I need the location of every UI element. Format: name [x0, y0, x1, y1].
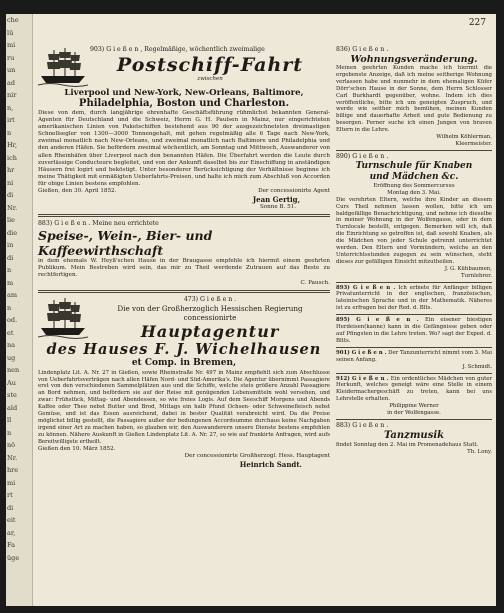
ad-body: findet Sonntag den 2. Mai im Promenadehaus Statt. [336, 441, 479, 448]
ad-hauptagentur [38, 296, 330, 469]
ad-body: Diese von dem, durch langjährige ehrenhafte Geschäftsführung rühmlichst bekannten General-Agenten für Deutschland und die Schweiz, Herrn G. H. Paulsen in Mainz, nur eingerichteten amerikanischen Linien von Paketschiffen bestehend aus 90 der ausgezeichnetsten dreimastigen Schnellsegler von 1300—3000 Tonnengehalt, mit gehen regelmäßig alle 6 Tage nach New-York, zweimal monatlich nach New-Orleans, und zweimal monatlich nach Baltimore und Philadelphia und den anderen Häfen. Sie befördern zweimal wöchentlich, am Sonntag und Mittwoch, Auswanderer von allen Rheinhäfen über Liverpool nach den benannten Häfen. Die Überfahrt werden die Leute durch zuverlässige Conducteure begleitet, und von der Ankunft daselbst bis zur Einschiffung in anständigen Häusern frei logirt und beköstigt. Unter besonderer Berücksichtigung der Verhältnisse beginne ich meine Thätigkeit mit ermäßigten Ueberfahrts-Preisen, und halte ich mich zum Abschluß von Accorden für obige Linien bestens empfohlen. [38, 110, 330, 187]
ad-wohnungsveraenderung [336, 46, 492, 148]
ad-lehrling [336, 317, 492, 345]
margin-fragment: Hr, [7, 141, 18, 149]
ad-body: Die verehrten Eltern, welche ihre Kinder an diesem Curs Theil nehmen lassen wollen, bitte ich um baldgefällige Benachrichtigung, und nehme ich dieselbe in meiner Wohnung in der Wolfengasse, oder in dem Turnlocale bestellt, entgegen. Bemerken will ich, daß die Einrichtung so getroffen ist, daß sowohl Knaben, als die Mädchen von jeder Schule getrennt unterrichtet werden. Den Eltern und Vormündern, welche an den Unterrichtsstunden zugegen zu sein wünschen, steht dieses zur gefälligen Einsicht mitzutheilen. [336, 196, 492, 265]
ad-title: Speise-, Wein-, Bier- und Kaffeewirthschaft [38, 228, 213, 259]
signer-title: Turnlehrer. [461, 272, 492, 279]
ad-date: Gießen, den 30. April 1852. [38, 188, 117, 195]
ad-title-2: und Mädchen &c. [369, 171, 459, 182]
margin-fragment: ni [7, 178, 14, 187]
margin-fragment: ad [7, 78, 16, 87]
ad-intro: 895) G i e ß e n . [336, 317, 419, 324]
margin-fragment: lie [7, 216, 16, 224]
margin-fragment: nen [7, 366, 20, 374]
adjacent-page-margin [6, 14, 33, 606]
ad-turnschule [336, 153, 492, 280]
right-column [336, 46, 492, 456]
ad-intro: 903) G i e ß e n , Regelmäßige, wöchentlich zweimalige [90, 46, 265, 53]
margin-fragment: n [7, 266, 12, 274]
ad-body: Meinen geehrten Kunden mache ich hiermit die ergebenste Anzeige, daß ich meine seitherige Wohnung verlassen habe und nunmehr in dem ehemaligen Küfer Dörr'schen Hause in der Sonne, dem Herrn Schlosser Carl Burkhardt gegenüber, wohne. Indem ich dies veröffentliche, bitte ich um geneigten Zuspruch, und werde wie seither mich bemühen, meinen Kunden billige und dauerhafte Arbeit und gute Bedienung zu besorgen. Ferner suche ich einen Jungen von braven Eltern in die Lehre. [336, 65, 492, 134]
left-column [38, 46, 330, 469]
ship-icon [38, 296, 90, 340]
signer-name: Heinrich Sandt. [239, 459, 302, 469]
margin-fragment: mi [7, 478, 16, 487]
signer-name: Wilhelm Köhlerman, [436, 134, 492, 141]
ad-tanzmusik [336, 422, 492, 456]
ad-privatunterricht [336, 285, 492, 313]
ad-body: in dem ehemals W. Heyß'schen Hause in der Braugasse empfehle ich hiermit einem geehrten Publikum. Mein Bestreben wird sein, das mir zu Theil werdende Zutrauen auf das Beste zu rechtfertigen. [38, 258, 330, 279]
signer-title: Der concessionirte Großherzogl. Hess. Hauptagent [184, 452, 330, 459]
margin-fragment: Au [7, 378, 16, 387]
ad-date: Gießen den 10. März 1852. [38, 445, 116, 452]
ad-intro: 836) G i e ß e n . [336, 46, 389, 53]
signer-address: in der Wolfengasse. [387, 410, 441, 417]
margin-fragment: n, [7, 103, 14, 112]
signer-name: Jean Gertig, [252, 195, 300, 205]
ad-body: Ich erbiete für Anfänger billigen Privatunterricht in der englischen, französischen, lateinischen Sprache und in der Mathematik. Näheres ist zu erfragen bei der Red. d. Blts. [336, 284, 493, 312]
ship-icon [38, 46, 90, 88]
signer-name: Th. Lony. [467, 448, 492, 455]
margin-fragment: eit [7, 516, 16, 524]
margin-fragment: irt [7, 116, 15, 124]
margin-fragment: ar, [7, 528, 16, 537]
signer-address: Sonne B. 51. [259, 204, 296, 211]
margin-fragment: ich [7, 153, 17, 162]
ad-postschiff-fahrt [38, 46, 330, 211]
margin-fragment: am [7, 291, 18, 299]
margin-fragment: Nr. [7, 453, 18, 462]
margin-fragment: ste [7, 391, 17, 399]
margin-fragment: ug [7, 353, 16, 362]
ad-intro: 901) G i e ß e n . [336, 349, 387, 356]
margin-fragment: di [7, 503, 14, 512]
margin-fragment: et [7, 328, 14, 337]
ad-sub-2: Montag den 3. Mai. [387, 189, 441, 196]
ad-body: Ein ordentliches Mädchen von guter Herkunft, welches geneigt wäre eine Stelle in einem Kleidermachergeschäft zu treten, kann bei uns Lehrstelle erhalten. [336, 375, 493, 403]
ad-zwischen: zwischen [197, 76, 223, 82]
ad-wirthschaft [38, 220, 330, 286]
signer-name: J. G. Kühbaumen, [444, 265, 492, 272]
margin-fragment: die [7, 228, 18, 237]
signer-name: J. Schmidt. [462, 363, 492, 370]
ad-intro: 893) G i e ß e n . [336, 284, 396, 291]
margin-fragment: üge [7, 553, 20, 562]
margin-fragment: ru [7, 53, 15, 62]
ad-body: Lindenplatz Lit. A. Nr. 27 in Gießen, sowie Rheinstraße Nr. 497 in Mainz empfiehlt sich zum Abschlusse von Ueberfahrtsverträgen nach allen Häfen Nord- und Süd-Amerika's. Die Agentur übernimmt Passagiere erst von den verschiedenen Sammelplätzen aus und die Schiffe, welche stets größere Anzahl Passagiere an Bord nehmen, und befördern sie auf der Reise mit genügenden Lebensmitteln wohl versehen, und zwar: Frühstück, Mittag- und Abendessen, so wie freies Logis. Auf dem Seeschiff Morgens und Abends Kaffee oder Thee nebst Butter und Brod, Mittags ein halb Pfund Ochsen- oder Schweinefleisch nebst Gemüse, und ist das Essen ausreichend, dabei in bester Qualität verabreicht wird. Da die Preise möglichst billig gestellt, die Passagiere außer der bedungenen Accordsumme durchaus keine Nachgaben irgend einer Art zu machen haben, so glauben wir, den Auswanderern unsere Dienste bestens empfehlen zu können. Nähere Auskunft in Gießen Lindenplatz Lit. A. Nr. 27, so wie auf frankirte Anfragen, wird aufs Bereitwilligste ertheilt. [38, 369, 330, 445]
margin-fragment: hr [7, 166, 15, 174]
margin-fragment: nir [7, 91, 17, 99]
ad-title-1: Turnschule für Knaben [355, 160, 473, 171]
ad-body: Der Tanzunterricht nimmt vom 3. Mai seinen Anfang. [336, 349, 492, 363]
margin-fragment: Nr. [7, 203, 18, 212]
margin-fragment: ald [7, 403, 18, 412]
margin-fragment: Fa [7, 541, 15, 549]
ad-tanzunterricht [336, 350, 492, 371]
margin-fragment: n [7, 128, 12, 137]
margin-fragment: di [7, 191, 14, 199]
ad-sub-1: Eröffnung des Sommercursus [373, 182, 455, 189]
ad-maedchen [336, 376, 492, 417]
ad-body: Ein eisener biestigen Herdeisen(kanne) kann in die Gefängnisse geben oder auf Pfingsten in die Lehre treten. Wo? sagt der Exped. d. Bltts. [336, 317, 492, 344]
margin-fragment: m [7, 278, 14, 287]
margin-fragment: rt [7, 491, 13, 499]
ad-intro: 883) G i e ß e n . Meine neu errichtete [38, 220, 159, 228]
margin-fragment: lü [7, 28, 14, 37]
margin-fragment: mi [7, 41, 16, 49]
ad-title: Hauptagentur [140, 321, 280, 341]
signer-name: Philippine Werner [389, 403, 439, 410]
margin-fragment: un [7, 66, 16, 74]
ad-line-1: Die von der Großherzoglich Hessischen Regierung concessionirte [117, 303, 303, 322]
margin-fragment: nö [7, 441, 16, 449]
margin-fragment: na [7, 341, 16, 349]
ad-title: Wohnungsveränderung. [350, 54, 478, 65]
margin-fragment: che [7, 16, 19, 24]
margin-fragment: od. [7, 316, 18, 324]
signer-title: Der concessionirte Agent [258, 188, 330, 195]
ad-intro: 473) G i e ß e n . [183, 295, 237, 303]
ad-line-3: et Comp. in Bremen, [131, 357, 237, 368]
route-line-2: Philadelphia, Boston und Charleston. [78, 98, 290, 109]
margin-fragment: n [7, 303, 12, 312]
margin-fragment: n [7, 428, 12, 437]
signer-name: C. Pausch. [300, 279, 330, 286]
ad-intro: 883) G i e ß e n . [336, 421, 389, 429]
ad-title: Tanzmusik [383, 429, 445, 441]
margin-fragment: ll [7, 416, 12, 424]
newspaper-page [6, 14, 496, 606]
ad-title: Postschiff-Fahrt [116, 54, 304, 76]
ad-intro: 912) G i e ß e n . [336, 375, 389, 382]
ad-line-2: des Hauses F. J. Wichelhausen [46, 340, 322, 358]
ad-intro: 890) G i e ß e n . [336, 152, 389, 160]
signer-title: Kleermeister. [455, 140, 492, 147]
margin-fragment: in [7, 241, 14, 249]
margin-fragment: hre [7, 466, 19, 474]
page-number: 227 [468, 18, 486, 28]
route-line-1: Liverpool und New-York, New-Orleans, Baltimore, [64, 88, 304, 98]
margin-fragment: di [7, 253, 14, 262]
